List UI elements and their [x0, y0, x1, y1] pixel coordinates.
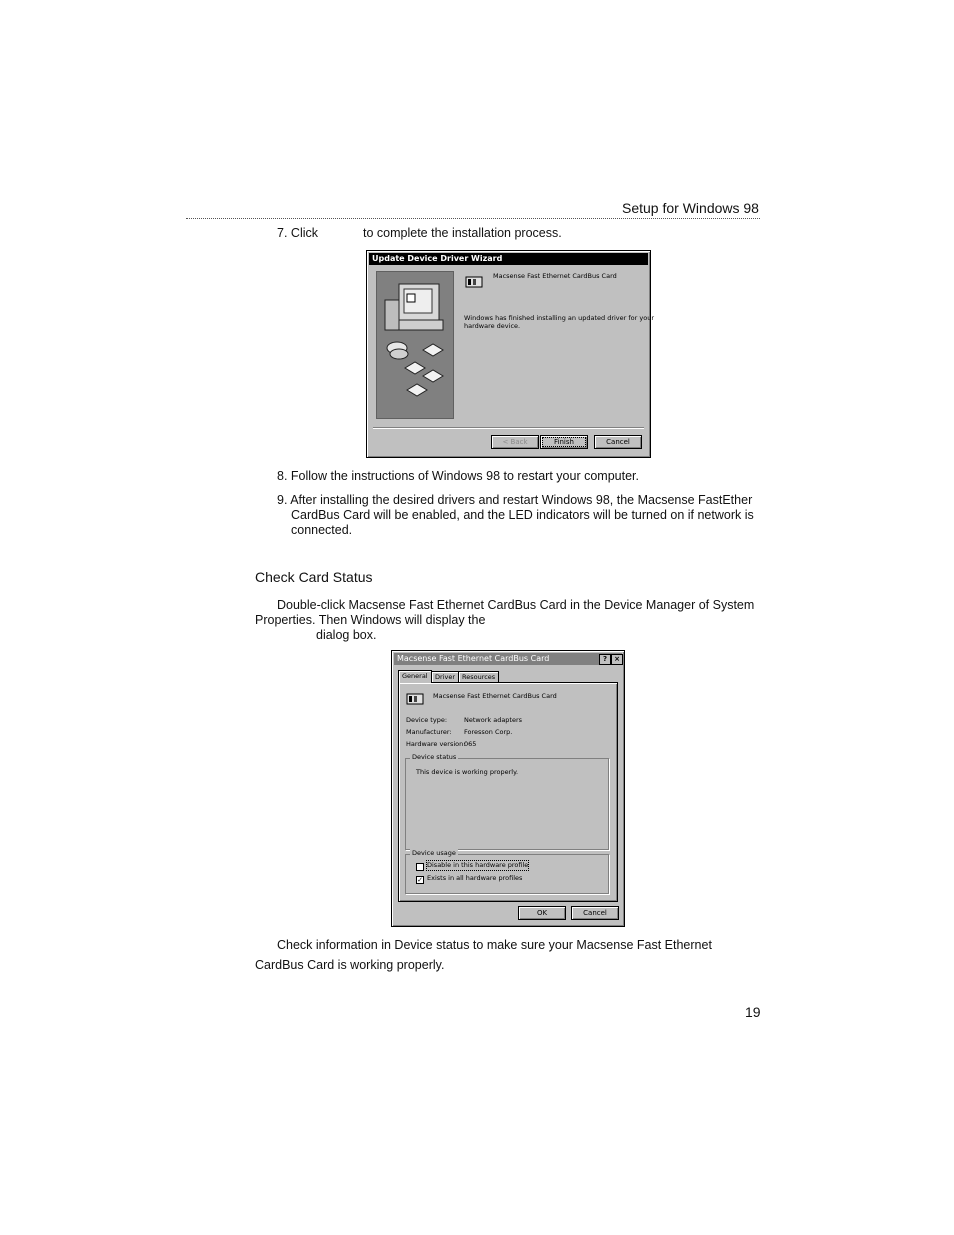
closing-line1: Check information in Device status to make sure your Macsense Fast Ethernet	[277, 938, 712, 952]
back-button[interactable]: < Back	[491, 435, 539, 449]
props-device-name: Macsense Fast Ethernet CardBus Card	[433, 692, 557, 700]
disable-profile-label: Disable in this hardware profile	[427, 861, 529, 869]
network-card-icon	[465, 275, 483, 289]
network-card-icon	[406, 692, 424, 706]
section-para-line2: Properties. Then Windows will display the	[255, 613, 486, 627]
header-rule	[186, 218, 760, 219]
page-header-title: Setup for Windows 98	[622, 200, 759, 216]
wizard-divider	[373, 427, 644, 429]
step-9-line3: connected.	[291, 523, 353, 537]
step-7-number: 7. Click	[277, 226, 319, 240]
device-usage-label: Device usage	[412, 849, 456, 857]
section-para-line3: dialog box.	[316, 628, 377, 642]
tab-general[interactable]: General	[398, 670, 432, 683]
field-value-manufacturer: Foresson Corp.	[464, 728, 513, 736]
device-status-text: This device is working properly.	[416, 768, 519, 776]
wizard-message-line2: hardware device.	[464, 322, 521, 330]
wizard-illustration	[376, 271, 454, 419]
field-value-device-type: Network adapters	[464, 716, 523, 724]
step-9-line2: CardBus Card will be enabled, and the LED indicators will be turned on if network is	[291, 508, 754, 522]
exists-profiles-label: Exists in all hardware profiles	[427, 874, 523, 882]
section-heading: Check Card Status	[255, 569, 373, 585]
device-status-label: Device status	[412, 753, 457, 761]
general-tab-panel	[398, 682, 618, 902]
tab-resources[interactable]: Resources	[458, 671, 499, 683]
properties-titlebar: Macsense Fast Ethernet CardBus Card	[394, 653, 622, 665]
wizard-dialog	[366, 250, 654, 458]
wizard-message-line1: Windows has finished installing an updated driver for your	[464, 314, 654, 322]
wizard-titlebar: Update Device Driver Wizard	[369, 253, 648, 265]
finish-button[interactable]: Finish	[540, 435, 588, 449]
step-8-text: 8. Follow the instructions of Windows 98 to restart your computer.	[277, 469, 639, 483]
page-number: 19	[745, 1004, 761, 1020]
field-value-hardware-version: 065	[464, 740, 477, 748]
close-button[interactable]: ×	[611, 654, 623, 665]
wizard-cancel-button[interactable]: Cancel	[594, 435, 642, 449]
ok-button[interactable]: OK	[518, 906, 566, 920]
props-cancel-button[interactable]: Cancel	[571, 906, 619, 920]
disable-profile-checkbox[interactable]	[416, 863, 424, 871]
properties-dialog	[391, 650, 625, 927]
exists-profiles-checkbox[interactable]: ✓	[417, 876, 423, 884]
section-para-line1: Double-click Macsense Fast Ethernet CardBus Card in the Device Manager of System	[277, 598, 755, 612]
closing-line2: CardBus Card is working properly.	[255, 958, 445, 972]
field-label-manufacturer: Manufacturer:	[406, 728, 452, 736]
tab-driver[interactable]: Driver	[431, 671, 459, 683]
field-label-hardware-version: Hardware version:	[406, 740, 466, 748]
help-button[interactable]: ?	[599, 654, 611, 665]
field-label-device-type: Device type:	[406, 716, 448, 724]
wizard-device-name: Macsense Fast Ethernet CardBus Card	[493, 272, 617, 280]
computer-illustration-icon	[377, 272, 453, 418]
step-9-line1: 9. After installing the desired drivers and restart Windows 98, the Macsense FastEther	[277, 493, 753, 507]
step-7-text: to complete the installation process.	[363, 226, 562, 240]
